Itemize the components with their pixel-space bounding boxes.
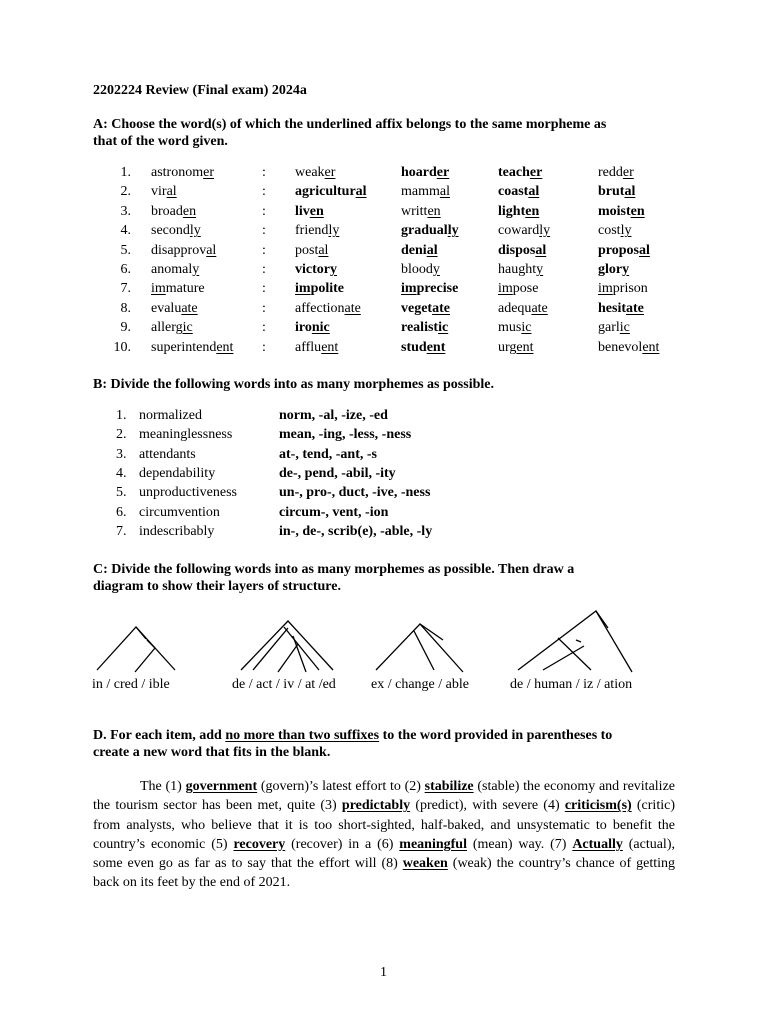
section-a-row bbox=[0, 222, 768, 240]
choice-word: redder bbox=[598, 165, 634, 180]
row-number: 6. bbox=[120, 262, 131, 277]
section-a-heading-line2: that of the word given. bbox=[93, 134, 228, 149]
row-number: 1. bbox=[120, 165, 131, 180]
section-a-row bbox=[0, 242, 768, 260]
colon-separator: : bbox=[262, 320, 266, 336]
choice-word: denial bbox=[401, 242, 438, 258]
colon-separator: : bbox=[262, 281, 266, 297]
section-b-row bbox=[0, 504, 768, 522]
section-a-row bbox=[0, 164, 768, 182]
colon-separator: : bbox=[262, 300, 266, 316]
morpheme-answer: circum-, vent, -ion bbox=[279, 504, 389, 520]
choice-word: friendly bbox=[295, 223, 340, 239]
word: normalized bbox=[139, 408, 202, 423]
section-b-heading: B: Divide the following words into as many morphemes as possible. bbox=[93, 377, 494, 392]
choice-word: glory bbox=[598, 262, 630, 277]
word: indescribably bbox=[139, 523, 215, 539]
given-word: disapproval bbox=[151, 242, 217, 258]
answer-word: predictably bbox=[341, 798, 411, 814]
choice-word: costly bbox=[598, 223, 632, 239]
row-number: 5. bbox=[120, 242, 131, 258]
section-a-row bbox=[0, 339, 768, 357]
choice-word: realistic bbox=[401, 320, 449, 336]
tree-1-label: in / cred / ible bbox=[92, 677, 170, 692]
choice-word: ironic bbox=[295, 320, 330, 336]
section-a-row bbox=[0, 319, 768, 337]
morpheme-answer: at-, tend, -ant, -s bbox=[279, 446, 377, 462]
colon-separator: : bbox=[262, 262, 266, 277]
row-number: 2. bbox=[120, 184, 131, 200]
word: unproductiveness bbox=[139, 485, 237, 501]
choice-word: garlic bbox=[598, 320, 630, 336]
given-word: anomaly bbox=[151, 262, 200, 277]
section-b-row bbox=[0, 407, 768, 425]
section-a-heading-line1: A: Choose the word(s) of which the underlined affix belongs to the same morpheme as bbox=[93, 117, 607, 132]
morpheme-tree-diagrams bbox=[88, 600, 658, 680]
choice-word: hoarder bbox=[401, 165, 450, 180]
word: dependability bbox=[139, 465, 216, 481]
answer-word: Actually bbox=[572, 836, 623, 852]
tree-3-label: ex / change / able bbox=[371, 677, 469, 692]
colon-separator: : bbox=[262, 184, 266, 200]
tree-1-branches bbox=[97, 627, 175, 670]
section-c-heading-line1: C: Divide the following words into as many morphemes as possible. Then draw a bbox=[93, 562, 575, 577]
section-b-row bbox=[0, 484, 768, 502]
row-number: 3. bbox=[116, 446, 127, 462]
page-number: 1 bbox=[380, 965, 387, 980]
choice-word: lighten bbox=[498, 203, 540, 219]
row-number: 9. bbox=[120, 320, 131, 336]
tree-4-label: de / human / iz / ation bbox=[510, 677, 633, 692]
choice-word: coastal bbox=[498, 184, 540, 200]
row-number: 4. bbox=[116, 465, 127, 481]
colon-separator: : bbox=[262, 203, 266, 219]
choice-word: impolite bbox=[295, 281, 345, 297]
morpheme-answer: mean, -ing, -less, -ness bbox=[279, 427, 412, 443]
choice-word: proposal bbox=[598, 242, 650, 258]
choice-word: cowardly bbox=[498, 223, 551, 239]
choice-word: vegetate bbox=[401, 300, 450, 316]
section-a-row bbox=[0, 183, 768, 201]
given-word: astronomer bbox=[151, 165, 214, 180]
section-a-row bbox=[0, 203, 768, 221]
section-b-row bbox=[0, 523, 768, 541]
choice-word: bloody bbox=[401, 262, 440, 277]
answer-word: meaningful bbox=[399, 836, 467, 852]
choice-word: disposal bbox=[498, 242, 547, 258]
section-d-heading-line2: create a new word that fits in the blank. bbox=[93, 745, 331, 760]
choice-word: student bbox=[401, 339, 446, 355]
row-number: 4. bbox=[120, 223, 131, 239]
morpheme-answer: in-, de-, scrib(e), -able, -ly bbox=[279, 523, 433, 539]
choice-word: moisten bbox=[598, 203, 645, 219]
section-b-row bbox=[0, 465, 768, 483]
morpheme-answer: de-, pend, -abil, -ity bbox=[279, 465, 396, 481]
section-a-row bbox=[0, 300, 768, 318]
section-b-row bbox=[0, 446, 768, 464]
choice-word: brutal bbox=[598, 184, 636, 200]
colon-separator: : bbox=[262, 165, 266, 180]
choice-word: affluent bbox=[295, 339, 339, 355]
section-a-row bbox=[0, 280, 768, 298]
choice-word: teacher bbox=[498, 165, 543, 180]
answer-word: recovery bbox=[233, 836, 286, 852]
choice-word: gradually bbox=[401, 223, 459, 239]
row-number: 8. bbox=[120, 300, 131, 316]
section-b-row bbox=[0, 426, 768, 444]
choice-word: imprison bbox=[598, 281, 648, 297]
colon-separator: : bbox=[262, 339, 266, 355]
row-number: 2. bbox=[116, 427, 127, 443]
section-c-heading-line2: diagram to show their layers of structure. bbox=[93, 579, 341, 594]
choice-word: impose bbox=[498, 281, 539, 297]
given-word: immature bbox=[151, 281, 205, 297]
choice-word: adequate bbox=[498, 300, 548, 316]
row-number: 7. bbox=[120, 281, 131, 297]
given-word: broaden bbox=[151, 203, 197, 219]
word: attendants bbox=[139, 446, 196, 462]
section-a-row bbox=[0, 261, 768, 279]
row-number: 3. bbox=[120, 203, 131, 219]
choice-word: hesitate bbox=[598, 300, 644, 316]
choice-word: affectionate bbox=[295, 300, 361, 316]
row-number: 1. bbox=[116, 408, 127, 423]
choice-word: haughty bbox=[498, 262, 544, 277]
tree-3-branches bbox=[376, 624, 463, 672]
morpheme-answer: un-, pro-, duct, -ive, -ness bbox=[279, 485, 431, 501]
choice-word: weaker bbox=[295, 165, 336, 180]
given-word: secondly bbox=[151, 223, 201, 239]
row-number: 5. bbox=[116, 485, 127, 501]
given-word: evaluate bbox=[151, 300, 198, 316]
choice-word: imprecise bbox=[401, 281, 459, 297]
section-d-paragraph: The (1) government (govern)’s latest effort to (2) stabilize (stable) the economy and revitalize the tourism sector has been met, quite (3) predictably (predict), with severe (4) criticism(s) (critic) from analysts, who believe that it is too short-sighted, half-baked, and unsystematic to benefit the country’s economic (5) recovery (recover) in a (6) meaningful (mean) way. (7) Actually (actual), some even go as far as to say that the effort will (8) weaken (weak) the country’s chance of getting back on its feet by the end of 2021. bbox=[93, 779, 675, 891]
morpheme-answer: norm, -al, -ize, -ed bbox=[279, 408, 388, 423]
answer-word: government bbox=[185, 779, 258, 794]
choice-word: music bbox=[498, 320, 532, 336]
choice-word: liven bbox=[295, 203, 324, 219]
choice-word: mammal bbox=[401, 184, 450, 200]
answer-word: weaken bbox=[402, 856, 448, 872]
choice-word: urgent bbox=[498, 339, 534, 355]
answer-word: criticism(s) bbox=[564, 798, 632, 814]
answer-word: stabilize bbox=[424, 779, 474, 794]
choice-word: victory bbox=[295, 262, 337, 277]
choice-word: written bbox=[401, 203, 441, 219]
given-word: viral bbox=[151, 184, 177, 200]
document-title: 2202224 Review (Final exam) 2024a bbox=[93, 83, 307, 98]
colon-separator: : bbox=[262, 223, 266, 239]
word: meaninglessness bbox=[139, 427, 233, 443]
row-number: 10. bbox=[113, 339, 131, 355]
tree-2-label: de / act / iv / at /ed bbox=[232, 677, 336, 692]
row-number: 7. bbox=[116, 523, 127, 539]
section-d-heading-line1: D. For each item, add no more than two suffixes to the word provided in parentheses to bbox=[93, 728, 613, 743]
choice-word: agricultural bbox=[295, 184, 367, 200]
given-word: superintendent bbox=[151, 339, 234, 355]
row-number: 6. bbox=[116, 504, 127, 520]
colon-separator: : bbox=[262, 242, 266, 258]
tree-4-branches bbox=[518, 611, 632, 672]
word: circumvention bbox=[139, 504, 220, 520]
given-word: allergic bbox=[151, 320, 193, 336]
choice-word: benevolent bbox=[598, 339, 660, 355]
choice-word: postal bbox=[295, 242, 329, 258]
